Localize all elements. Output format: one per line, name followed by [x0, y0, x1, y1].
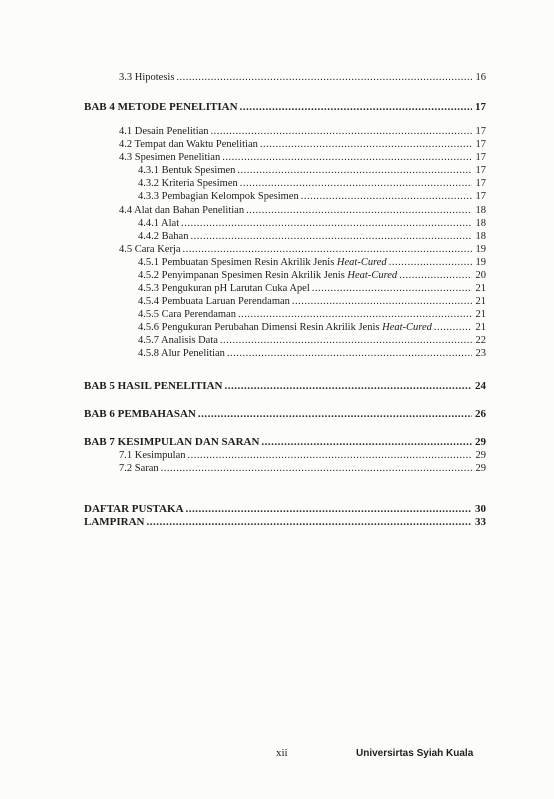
- toc-entry-title: DAFTAR PUSTAKA: [84, 503, 184, 515]
- toc-entry-title: 7.2 Saran: [119, 463, 159, 474]
- toc-subentry: [138, 230, 486, 243]
- toc-entry-title: 7.1 Kesimpulan: [119, 450, 186, 461]
- toc-entry-title: BAB 6 PEMBAHASAN: [84, 408, 196, 420]
- toc-entry-page: 17: [475, 139, 486, 150]
- toc-entry-page: 18: [475, 205, 486, 216]
- toc-chapter: [84, 380, 486, 393]
- toc-entry: [119, 462, 486, 475]
- toc-entry-page: 19: [475, 244, 486, 255]
- toc-entry-page: 33: [475, 516, 486, 528]
- toc-entry-title: 3.3 Hipotesis: [119, 72, 175, 83]
- toc-entry-title: 4.5.3 Pengukuran pH Larutan Cuka Apel: [138, 283, 310, 294]
- toc-entry-title: 4.5.4 Pembuata Laruan Perendaman: [138, 296, 290, 307]
- toc-entry: [119, 243, 486, 256]
- toc-entry-title: 4.3.1 Bentuk Spesimen: [138, 165, 236, 176]
- toc-entry-title: 4.3 Spesimen Penelitian: [119, 152, 221, 163]
- toc-subentry: [138, 347, 486, 360]
- toc-entry: [119, 204, 486, 217]
- toc-subentry: [138, 217, 486, 230]
- toc-entry-page: 30: [475, 503, 486, 515]
- toc-entry-page: 21: [475, 283, 486, 294]
- toc-subentry: [138, 334, 486, 347]
- toc-entry-page: 24: [475, 380, 486, 392]
- toc-entry-title: LAMPIRAN: [84, 516, 145, 528]
- toc-entry-page: 29: [475, 463, 486, 474]
- toc-subentry: [138, 269, 486, 282]
- toc-entry-page: 22: [475, 335, 486, 346]
- toc-entry-page: 16: [475, 72, 486, 83]
- toc-entry-page: 21: [475, 309, 486, 320]
- toc-entry-page: 21: [475, 296, 486, 307]
- toc-subentry: [138, 177, 486, 190]
- toc-chapter: [84, 503, 486, 516]
- toc-subentry: [138, 164, 486, 177]
- toc-entry-title: 4.2 Tempat dan Waktu Penelitian: [119, 139, 258, 150]
- toc-entry-page: 17: [475, 165, 486, 176]
- toc-subentry: [138, 321, 486, 334]
- toc-entry: [119, 71, 486, 84]
- toc-chapter: [84, 101, 486, 114]
- toc-entry-title: 4.5.8 Alur Penelitian: [138, 348, 225, 359]
- toc-entry-page: 20: [475, 270, 486, 281]
- toc-entry-page: 19: [475, 257, 486, 268]
- toc-entry: [119, 125, 486, 138]
- toc-entry-page: 23: [475, 348, 486, 359]
- toc-entry-page: 18: [475, 231, 486, 242]
- toc-subentry: [138, 295, 486, 308]
- toc-chapter: [84, 408, 486, 421]
- toc-entry-page: 21: [475, 322, 486, 333]
- toc-entry-page: 17: [475, 178, 486, 189]
- institution-name: Universirtas Syiah Kuala: [356, 748, 474, 759]
- toc-subentry: [138, 190, 486, 203]
- toc-entry-page: 26: [475, 408, 486, 420]
- toc-subentry: [138, 282, 486, 295]
- toc-entry-title: 4.1 Desain Penelitian: [119, 126, 209, 137]
- toc-entry-title: 4.5.7 Analisis Data: [138, 335, 218, 346]
- toc-entry-title: 4.5 Cara Kerja: [119, 244, 181, 255]
- toc-entry-page: 17: [475, 126, 486, 137]
- page-number: xii: [276, 747, 288, 759]
- toc-entry-page: 17: [475, 191, 486, 202]
- toc-entry-title: 4.5.5 Cara Perendaman: [138, 309, 236, 320]
- toc-entry-page: 29: [475, 436, 486, 448]
- toc-entry-title: BAB 4 METODE PENELITIAN: [84, 101, 238, 113]
- toc-entry: [119, 151, 486, 164]
- toc-entry-title: 4.3.3 Pembagian Kelompok Spesimen: [138, 191, 299, 202]
- toc-entry-page: 18: [475, 218, 486, 229]
- toc-entry-title: 4.5.1 Pembuatan Spesimen Resin Akrilik Jenis Heat-Cured: [138, 257, 387, 268]
- toc-entry-title: 4.3.2 Kriteria Spesimen: [138, 178, 238, 189]
- toc-entry-page: 17: [475, 152, 486, 163]
- toc-entry-title: BAB 5 HASIL PENELITIAN: [84, 380, 223, 392]
- toc-entry-page: 17: [475, 101, 486, 113]
- toc-chapter: [84, 516, 486, 529]
- toc-entry: [119, 138, 486, 151]
- toc-entry-title: 4.5.6 Pengukuran Perubahan Dimensi Resin Akrilik Jenis Heat-Cured: [138, 322, 432, 333]
- toc-subentry: [138, 308, 486, 321]
- toc-subentry: [138, 256, 486, 269]
- toc-entry: [119, 449, 486, 462]
- toc-entry-title: 4.4 Alat dan Bahan Penelitian: [119, 205, 245, 216]
- toc-entry-title: 4.5.2 Penyimpanan Spesimen Resin Akrilik Jenis Heat-Cured: [138, 270, 398, 281]
- toc-entry-title: 4.4.2 Bahan: [138, 231, 189, 242]
- toc-chapter: [84, 436, 486, 449]
- toc-entry-title: 4.4.1 Alat: [138, 218, 180, 229]
- toc-entry-page: 29: [475, 450, 486, 461]
- toc-entry-title: BAB 7 KESIMPULAN DAN SARAN: [84, 436, 260, 448]
